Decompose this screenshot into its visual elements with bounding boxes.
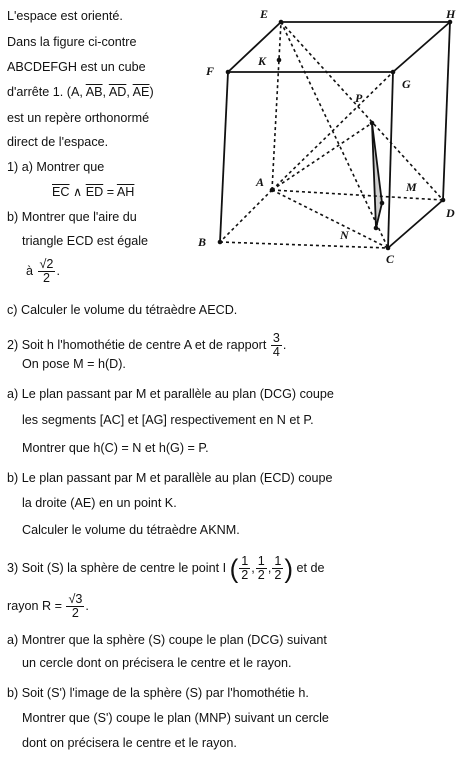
label-e: E <box>260 7 269 21</box>
cross-product-symbol: ∧ <box>73 185 83 199</box>
q3-heading: 3) Soit (S) la sphère de centre le point I ( $\frac{1}{2}$ , $\frac{1}{2}$ , $\frac{1}{2}$ ) et de <box>7 553 325 584</box>
label-m: M <box>406 180 417 194</box>
radius-label: rayon R = <box>7 598 62 613</box>
vector-ed: $\overline{ED}$ <box>85 185 104 199</box>
intro-line-3: ABCDEFGH est un cube <box>7 60 146 74</box>
q1a-equation <box>52 184 134 200</box>
edge-hg <box>393 22 450 72</box>
label-d: D <box>446 206 455 220</box>
q3-heading-text: 3) Soit (S) la sphère de centre le point I <box>7 560 227 575</box>
vector-ec: $\overline{EC}$ <box>52 185 70 199</box>
frac-denominator: 2 <box>71 606 79 620</box>
edge-ad <box>272 190 443 200</box>
vector-ah: $\overline{AH}$ <box>116 185 135 199</box>
q1b-a-text: à <box>26 263 34 278</box>
fraction-sqrt3-over-2 <box>66 593 84 620</box>
q1b-line-2: triangle ECD est égale <box>22 234 149 248</box>
q2a-line-1: a) Le plan passant par M et parallèle au plan (DCG) coupe <box>7 387 334 401</box>
q3-radius: rayon R = $\frac{√3}{2}$ . <box>7 592 89 620</box>
label-b: B <box>198 235 207 249</box>
label-p: P <box>355 91 363 105</box>
q2b-line-1: b) Le plan passant par M et parallèle au plan (ECD) coupe <box>7 471 333 485</box>
intro-line-4: d'arrête 1. (A, $\overline{AB}$, $\overline{AD}$, $\overline{AE}$) <box>7 85 154 99</box>
q2-pose: On pose M = h(D). <box>22 357 126 371</box>
q3a-line-2: un cercle dont on précisera le centre et le rayon. <box>22 656 292 670</box>
fraction-3-over-4 <box>271 332 282 359</box>
edge-ef <box>228 22 281 72</box>
frac-denominator: 2 <box>42 271 50 285</box>
vector-ab: $\overline{AB}$ <box>85 85 103 99</box>
intro-line-6: direct de l'espace. <box>7 135 109 149</box>
vector-ad: $\overline{AD}$ <box>108 85 127 99</box>
label-c: C <box>386 252 395 266</box>
edge-ap <box>272 123 372 190</box>
edge-cd <box>388 200 443 248</box>
q2b-line-2: la droite (AE) en un point K. <box>22 496 177 510</box>
edge-hd <box>443 22 450 200</box>
intro-line-1: L'espace est orienté. <box>7 9 123 23</box>
q1b-line-3: à $\frac{√2}{2}$ . <box>26 257 60 285</box>
label-f: F <box>206 64 215 78</box>
edge-bc <box>220 242 388 248</box>
q1b-line-1: b) Montrer que l'aire du <box>7 210 137 224</box>
edge-ab <box>220 190 272 242</box>
equals-symbol: = <box>106 185 115 199</box>
intro-line-5: est un repère orthonormé <box>7 111 150 125</box>
edge-gc <box>388 72 393 248</box>
frac-numerator: 3 <box>272 331 280 345</box>
label-h: H <box>446 7 456 21</box>
q3b-line-2: Montrer que (S') coupe le plan (MNP) suivant un cercle <box>22 711 329 725</box>
edge-ae <box>272 22 281 190</box>
intro-line-4-text: d'arrête 1. (A, <box>7 85 86 99</box>
label-a: A <box>256 175 265 189</box>
frac-numerator: √2 <box>39 257 54 271</box>
q2a-line-3: Montrer que h(C) = N et h(G) = P. <box>22 441 209 455</box>
label-k: K <box>258 54 267 68</box>
label-n: N <box>340 228 349 242</box>
frac-denominator: 4 <box>272 345 280 359</box>
vector-ae: $\overline{AE}$ <box>132 85 150 99</box>
q2b-line-3: Calculer le volume du tétraèdre AKNM. <box>22 523 240 537</box>
q3b-line-3: dont on précisera le centre et le rayon. <box>22 736 237 750</box>
center-z-fraction: $\frac{1}{2}$ <box>274 554 282 582</box>
label-g: G <box>402 77 411 91</box>
q1a-heading: 1) a) Montrer que <box>7 160 105 174</box>
q2-heading-text: 2) Soit h l'homothétie de centre A et de rapport <box>7 337 267 352</box>
fraction-sqrt2-over-2 <box>38 258 56 285</box>
q1c-line: c) Calculer le volume du tétraèdre AECD. <box>7 303 238 317</box>
frac-numerator: √3 <box>68 592 83 606</box>
q2-heading: 2) Soit h l'homothétie de centre A et de rapport $\frac{3}{4}$ . <box>7 331 287 359</box>
q3a-line-1: a) Montrer que la sphère (S) coupe le plan (DCG) suivant <box>7 633 327 647</box>
q2a-line-2: les segments [AC] et [AG] respectivement en N et P. <box>22 413 314 427</box>
center-y-fraction: $\frac{1}{2}$ <box>257 554 265 582</box>
edge-ac <box>272 190 388 248</box>
center-x-fraction: $\frac{1}{2}$ <box>241 554 249 582</box>
intro-line-2: Dans la figure ci-contre <box>7 35 137 49</box>
q3-heading-end: et de <box>296 560 325 575</box>
edge-fb <box>220 72 228 242</box>
q3b-line-1: b) Soit (S') l'image de la sphère (S) par l'homothétie h. <box>7 686 309 700</box>
